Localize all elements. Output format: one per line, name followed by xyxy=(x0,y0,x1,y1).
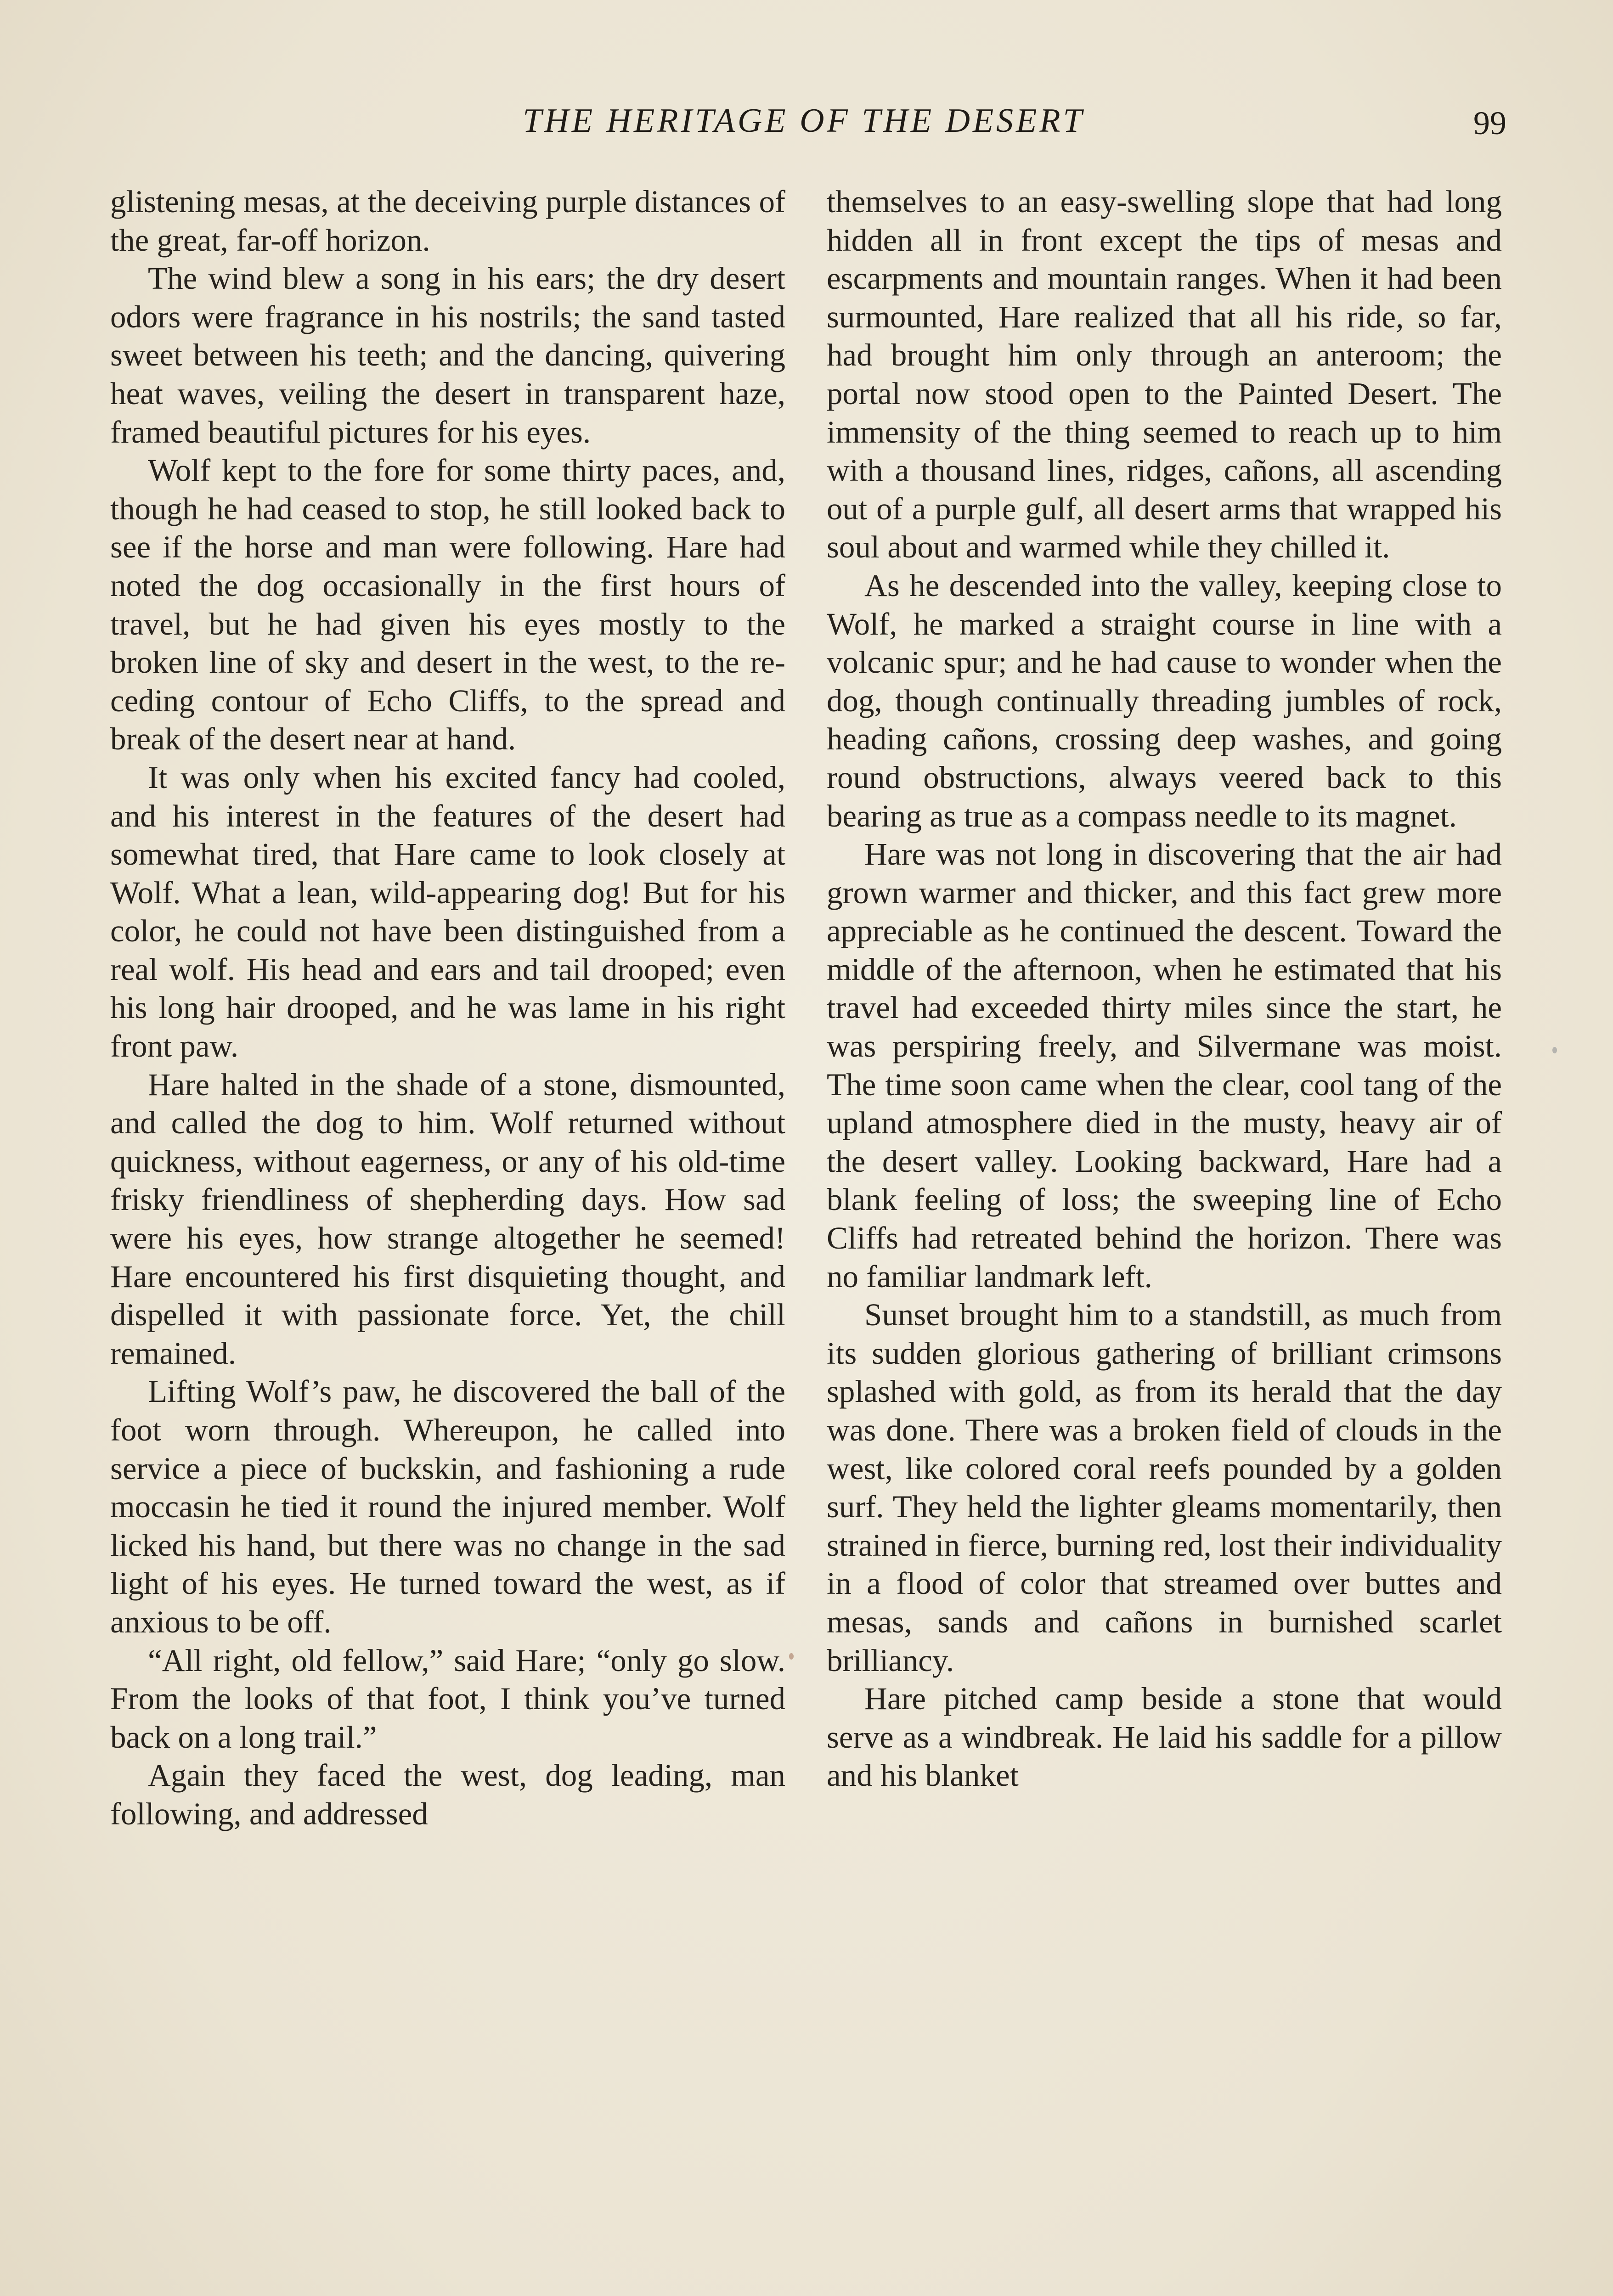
running-title: THE HERITAGE OF THE DESERT xyxy=(523,102,1085,140)
paragraph: Hare halted in the shade of a stone, dismounted, and called the dog to him. Wolf returned without quickness, without eagerness, or any of his old-time frisky friendliness of shepherding days. How sad were his eyes, how strange altogether he seemed! Hare encountered his first disquieting thought, and dispelled it with passionate force. Yet, the chill remained. xyxy=(110,1067,785,1371)
page-number: 99 xyxy=(1473,105,1506,141)
paper-speck xyxy=(1552,1047,1557,1053)
paragraph: “All right, old fellow,” said Hare; “only go slow. From the looks of that foot, I think you’ve turned back on a long trail.” xyxy=(110,1643,785,1755)
paragraph: It was only when his excited fancy had cooled, and his interest in the features of the desert had somewhat tired, that Hare came to look closely at Wolf. What a lean, wild-appearing dog! But for his color, he could not have been distinguished from a real wolf. His head and ears and tail drooped; even his long hair drooped, and he was lame in his right front paw. xyxy=(110,760,785,1064)
paragraph: Wolf kept to the fore for some thirty paces, and, though he had ceased to stop, he still looked back to see if the horse and man were following. Hare had noted the dog occasionally in the first hours of travel, but he had given his eyes mostly to the broken line of sky and desert in the west, to the receding contour of Echo Cliffs, to the spread and break of the desert near at hand. xyxy=(110,453,785,757)
paragraph: glistening mesas, at the deceiving purple distances of the great, far-off horizon. xyxy=(110,184,785,258)
paragraph: As he descended into the valley, keeping close to Wolf, he marked a straight course in line with a volcanic spur; and he had cause to wonder when the dog, though continually threading jumbles of rock, heading cañons, crossing deep washes, and going round obstructions, always veered back to this bearing as true as a compass needle to its magnet. xyxy=(827,568,1502,833)
paragraph: The wind blew a song in his ears; the dry desert odors were fragrance in his nostrils; the sand tasted sweet between his teeth; and the dancing, quivering heat waves, veiling the desert in transparent haze, framed beautiful pictures for his eyes. xyxy=(110,261,785,450)
paragraph: Sunset brought him to a standstill, as much from its sudden glorious gathering of brilliant crimsons splashed with gold, as from its herald that the day was done. There was a broken field of clouds in the west, like colored coral reefs pounded by a golden surf. They held the lighter gleams momentarily, then strained in fierce, burning red, lost their individuality in a flood of color that streamed over buttes and mesas, sands and cañons in burnished scarlet brilliancy. xyxy=(827,1297,1502,1678)
paper-speck xyxy=(789,1653,794,1660)
paragraph: Hare pitched camp beside a stone that would serve as a windbreak. He laid his saddle for a pillow and his blanket xyxy=(827,1681,1502,1793)
paragraph: themselves to an easy-swelling slope that had long hidden all in front except the tips of mesas and escarpments and mountain ranges. When it had been surmounted, Hare realized that all his ride, so far, had brought him only through an anteroom; the portal now stood open to the Painted Desert. The immensity of the thing seemed to reach up to him with a thousand lines, ridges, cañons, all ascending out of a purple gulf, all desert arms that wrapped his soul about and warmed while they chilled it. xyxy=(827,184,1502,565)
paragraph: Again they faced the west, dog leading, man following, and addressed xyxy=(110,1758,785,1831)
paragraph: Hare was not long in discovering that the air had grown warmer and thicker, and this fact grew more appreciable as he continued the descent. Toward the middle of the afternoon, when he estimated that his travel had exceeded thirty miles since the start, he was perspiring freely, and Silvermane was moist. The time soon came when the clear, cool tang of the upland atmosphere died in the musty, heavy air of the desert valley. Looking backward, Hare had a blank feeling of loss; the sweeping line of Echo Cliffs had retreated behind the horizon. There was no familiar landmark left. xyxy=(827,837,1502,1294)
paragraph: Lifting Wolf’s paw, he discovered the ball of the foot worn through. Whereupon, he called into service a piece of buckskin, and fashioning a rude moccasin he tied it round the injured member. Wolf licked his hand, but there was no change in the sad light of his eyes. He turned toward the west, as if anxious to be off. xyxy=(110,1374,785,1639)
running-head xyxy=(0,96,1613,146)
right-column xyxy=(827,183,1502,1795)
left-column xyxy=(110,183,785,1834)
